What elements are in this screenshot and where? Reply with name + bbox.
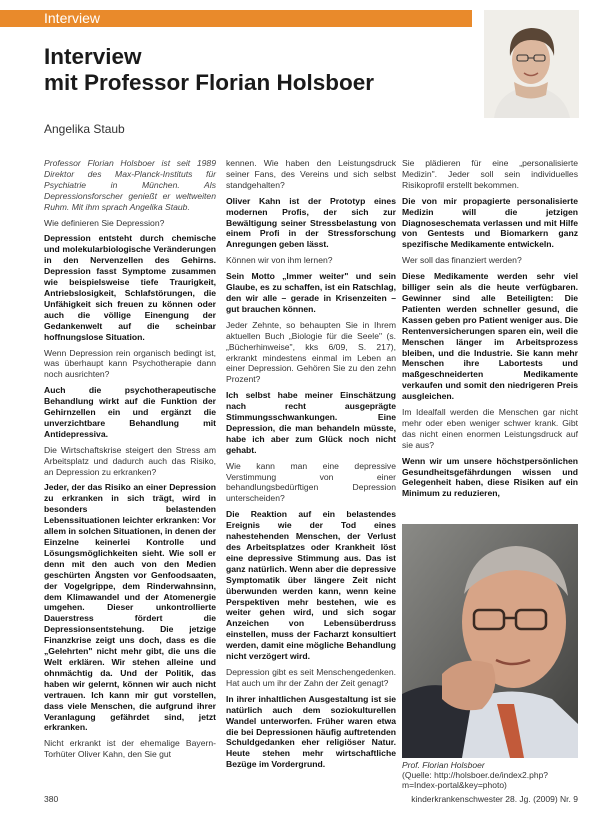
portrait-photo-holsboer: [402, 524, 578, 758]
question: Im Idealfall werden die Menschen gar nicht mehr oder eben weniger schwer krank. Gibt das nicht einen enormen Leistungsdruck auf sie aus?: [402, 407, 578, 450]
portrait-illustration: [484, 10, 579, 118]
answer: Oliver Kahn ist der Prototyp eines modernen Profis, der sich zur Bewältigung seiner Stressbelastung von einem Profi in der Stressforschung Anregungen geben lässt.: [226, 195, 396, 250]
answer: Ich selbst habe meiner Einschätzung nach recht ausgeprägte Stimmungsschwankungen. Eine Depression, die man behandeln müsste, habe ich aber zum Glück noch nicht gehabt.: [226, 390, 396, 455]
answer: Diese Medikamente werden sehr viel billiger sein als die heute verfügbaren. Gewinner sind alle Beteiligten: Die Patienten werden schneller gesund, die Kassen geben pro Patient weniger aus. Die Rentenversicherungen sparen ein, weil die Menschen länger im Arbeitsprozess bleiben, und die Industrie. Sie kann mehr Menschen ihre Labortests und maßgeschneiderten Medikamente verkaufen und somit den niedrigeren Preis ausgleichen.: [402, 271, 578, 402]
section-label: Interview: [44, 10, 101, 26]
answer: Sein Motto „Immer weiter" und sein Glaube, es zu schaffen, ist ein Ratschlag, den wir alle – gerade in Krisenzeiten – gut brauchen können.: [226, 271, 396, 314]
question: Wenn Depression rein organisch bedingt ist, was überhaupt kann Psychotherapie dann noch ausrichten?: [44, 347, 216, 380]
intro-text: Professor Florian Holsboer ist seit 1989 Direktor des Max-Planck-Instituts für Psychiatrie in München. Als Depressionsforscher genießt er weltweiten Ruhm. Mit ihm sprach Angelika Staub.: [44, 158, 216, 212]
question: Depression gibt es seit Menschengedenken. Hat auch um ihr der Zahn der Zeit genagt?: [226, 666, 396, 688]
answer: Auch die psychotherapeutische Behandlung wirkt auf die Funktion der Gehirnzellen ein und ergänzt die unverzichtbare Behandlung mit Antidepressiva.: [44, 385, 216, 439]
journal-reference: kinderkrankenschwester 28. Jg. (2009) Nr. 9: [411, 794, 578, 804]
answer: Depression entsteht durch chemische und molekularbiologische Veränderungen in den Nervenzellen des Gehirns. Depression fasst Symptome zusammen wie beispielsweise tiefe Traurigkeit, Antriebslosigkeit, Schlafstörungen, die Unfähigkeit sich freuen zu können oder auch die völlige Einengung der Gedankenwelt auf die scheinbar hoffnungslose Situation.: [44, 233, 216, 342]
answer: In ihrer inhaltlichen Ausgestaltung ist sie natürlich auch dem soziokulturellen Wandel unterworfen. Früher waren etwa die bei Depressionen häufig auftretenden Schuldgedanken eher religiöser Natur. Heute stehen mehr wirtschaftliche Bezüge im Vordergrund.: [226, 693, 396, 770]
section-banner: [0, 10, 472, 27]
answer: Jeder, der das Risiko an einer Depression zu erkranken in sich trägt, wird in besonders belastenden Lebenssituationen leichter erkranken: Vor allem in solchen Situationen, in denen der Einzelne keinerlei Kontrolle und Lösungsmöglichkeiten sieht. Wie soll er denn mit den auch von den Medien geschürten Ängsten vor Genfoodsaaten, der Vogelgrippe, dem Rinderwahnsinn, dem Klimawandel und der Atomenergie umgehen. Dieser unkontrollierte Dauerstress fördert die Depressionsentstehung. Die jetzige Finanzkrise zeigt uns doch, dass es die „Gelehrten" nicht mehr gibt, die uns die Welt erklären. Wir stehen alleine und ohnmächtig da. Und der Politik, das haben wir gelernt, können wir auch nicht vertrauen. Ich kann mir gut vorstellen, dass viele Menschen, die aufgrund ihrer Veranlagung gefährdet sind, jetzt erkranken.: [44, 482, 216, 733]
question: Können wir von ihm lernen?: [226, 255, 333, 266]
author-name: Angelika Staub: [44, 122, 125, 136]
caption-name: Prof. Florian Holsboer: [402, 760, 485, 770]
question: Wer soll das finanziert werden?: [402, 255, 522, 266]
column-2: [226, 158, 396, 775]
column-3: [402, 158, 578, 504]
title-line-2: mit Professor Florian Holsboer: [44, 70, 375, 95]
answer: Die von mir propagierte personalisierte Medizin will die jetzigen Diagnoseschemata verlassen und mit Hilfe von Gentests und Biomarkern ganz spezifische Medikamente entwickeln.: [402, 195, 578, 250]
article-title: [44, 44, 464, 96]
answer: Wenn wir um unsere höchstpersönlichen Gesundheitsgefährdungen wissen und Gelegenheit haben, diese Risiken auf ein Minimum zu reduzieren,: [402, 455, 578, 499]
photo-caption: [402, 760, 582, 790]
page-number: 380: [44, 794, 59, 804]
column-1: [44, 158, 216, 765]
question: Wie definieren Sie Depression?: [44, 217, 165, 228]
question: Nicht erkrankt ist der ehemalige Bayern-Torhüter Oliver Kahn, den Sie gut: [44, 738, 216, 760]
answer: Die Reaktion auf ein belastendes Ereignis wie der Tod eines nahestehenden Menschen, der Verlust des Arbeitsplatzes oder Krankheit löst eine depressive Stimmung aus. Das ist ganz natürlich. Wenn aber die depressive Symptomatik über längere Zeit nicht überwunden werden kann, wenn keine Perspektiven mehr bestehen, wie es weiter gehen wird, und sich sogar Anzeichen von Lebensüberdruss einstellen, muss der Facharzt konsultiert werden, damit eine mögliche Behandlung nicht verzögert wird.: [226, 509, 396, 662]
question: Die Wirtschaftskrise steigert den Stress am Arbeitsplatz und dadurch auch das Risiko, an Depression zu erkranken?: [44, 444, 216, 477]
portrait-photo-author: [484, 10, 579, 118]
caption-credit: (Quelle: http://holsboer.de/index2.php?m=Index-portal&key=photo): [402, 770, 549, 790]
title-line-1: Interview: [44, 44, 142, 69]
portrait-illustration: [402, 524, 578, 758]
question: Wie kann man eine depressive Verstimmung von einer behandlungsbedürftigen Depression unterscheiden?: [226, 460, 396, 504]
question: Sie plädieren für eine „personalisierte Medizin". Jeder soll sein individuelles Risikoprofil erstellt bekommen.: [402, 158, 578, 190]
question: Jeder Zehnte, so behaupten Sie in Ihrem aktuellen Buch „Biologie für die Seele" (s. „Bücherhinweise", kks 6/09, S. 217), erkrankt mindestens einmal im Leben an einer Depression. Gehören Sie zu den zehn Prozent?: [226, 319, 396, 385]
question-continued: kennen. Wie haben den Leistungsdruck seiner Fans, des Vereins und sich selbst standgehalten?: [226, 158, 396, 190]
